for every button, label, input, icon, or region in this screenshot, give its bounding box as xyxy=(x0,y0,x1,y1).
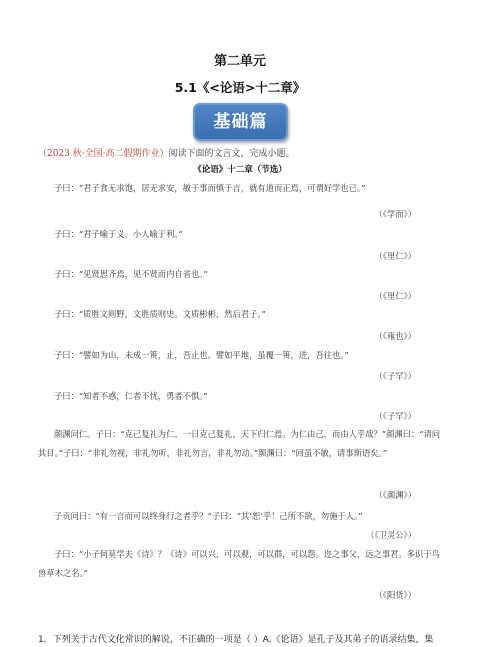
passage-citation: （《子罕》） xyxy=(374,371,416,381)
passage-text: 子曰：“譬如为山，未成一篑，止，吾止也。譬如平地，虽覆一篑，进，吾往也。” xyxy=(54,350,349,360)
passage-citation: （《里仁》） xyxy=(374,291,416,301)
passage-text: 子曰：“君子喻于义，小人喻于利。” xyxy=(54,229,183,239)
passage-citation: （《学而》） xyxy=(374,209,416,219)
passage-citation: （《阳货》） xyxy=(374,590,416,600)
intro-line xyxy=(38,146,295,159)
passage-text: 子曰：“小子何莫学夫《诗》？《诗》可以兴，可以观，可以群，可以怨。迩之事父，远之事君。多识于鸟兽草木之名。” xyxy=(38,549,440,578)
passage-text: 子曰：“君子食无求饱，居无求安，敏于事而慎于言，就有道而正焉，可谓好学也已。” xyxy=(54,183,366,193)
question-1: 1．下列关于古代文化常识的解说，不正确的一项是（ ）A.《论语》是孔子及其弟子的语录结集，集 xyxy=(38,635,434,645)
question-source: （2023 秋·全国·高二假期作业） xyxy=(38,149,169,159)
lesson-title: 5.1《<论语>十二章》 xyxy=(174,80,306,95)
passage-text: 子贡问曰：“有一言而可以终身行之者乎？”子曰：“其‘恕’乎！己所不欲，勿施于人。” xyxy=(54,511,363,521)
passage-citation: （《里仁》） xyxy=(374,251,416,261)
passage-citation: （《颜渊》） xyxy=(374,490,416,500)
passage-citation: （《卫灵公》） xyxy=(366,530,416,540)
passage-text: 子曰：“见贤思齐焉，见不贤而内自省也。” xyxy=(54,269,208,279)
passage-text: 颜渊问仁。子曰：“克己复礼为仁。一日克己复礼，天下归仁焉。为仁由己，而由人乎哉？”颜渊曰：“请问其目。”子曰：“非礼勿视，非礼勿听，非礼勿言，非礼勿动。”颜渊曰：“回虽不敏，请事斯语矣。” xyxy=(38,429,441,458)
passage-text: 子曰：“知者不惑，仁者不忧，勇者不惧。” xyxy=(54,391,208,401)
level-badge: 基础篇 xyxy=(193,103,288,141)
instruction-text: 阅读下面的文言文，完成小题。 xyxy=(168,149,295,159)
unit-title: 第二单元 xyxy=(213,54,266,69)
passage-citation: （《子罕》） xyxy=(374,411,416,421)
passage-text: 子曰：“质胜文则野，文胜质则史。文质彬彬，然后君子。” xyxy=(54,309,266,319)
text-title: 《论语》十二章（节选） xyxy=(193,165,287,175)
passage-citation: （《雍也》） xyxy=(374,331,416,341)
